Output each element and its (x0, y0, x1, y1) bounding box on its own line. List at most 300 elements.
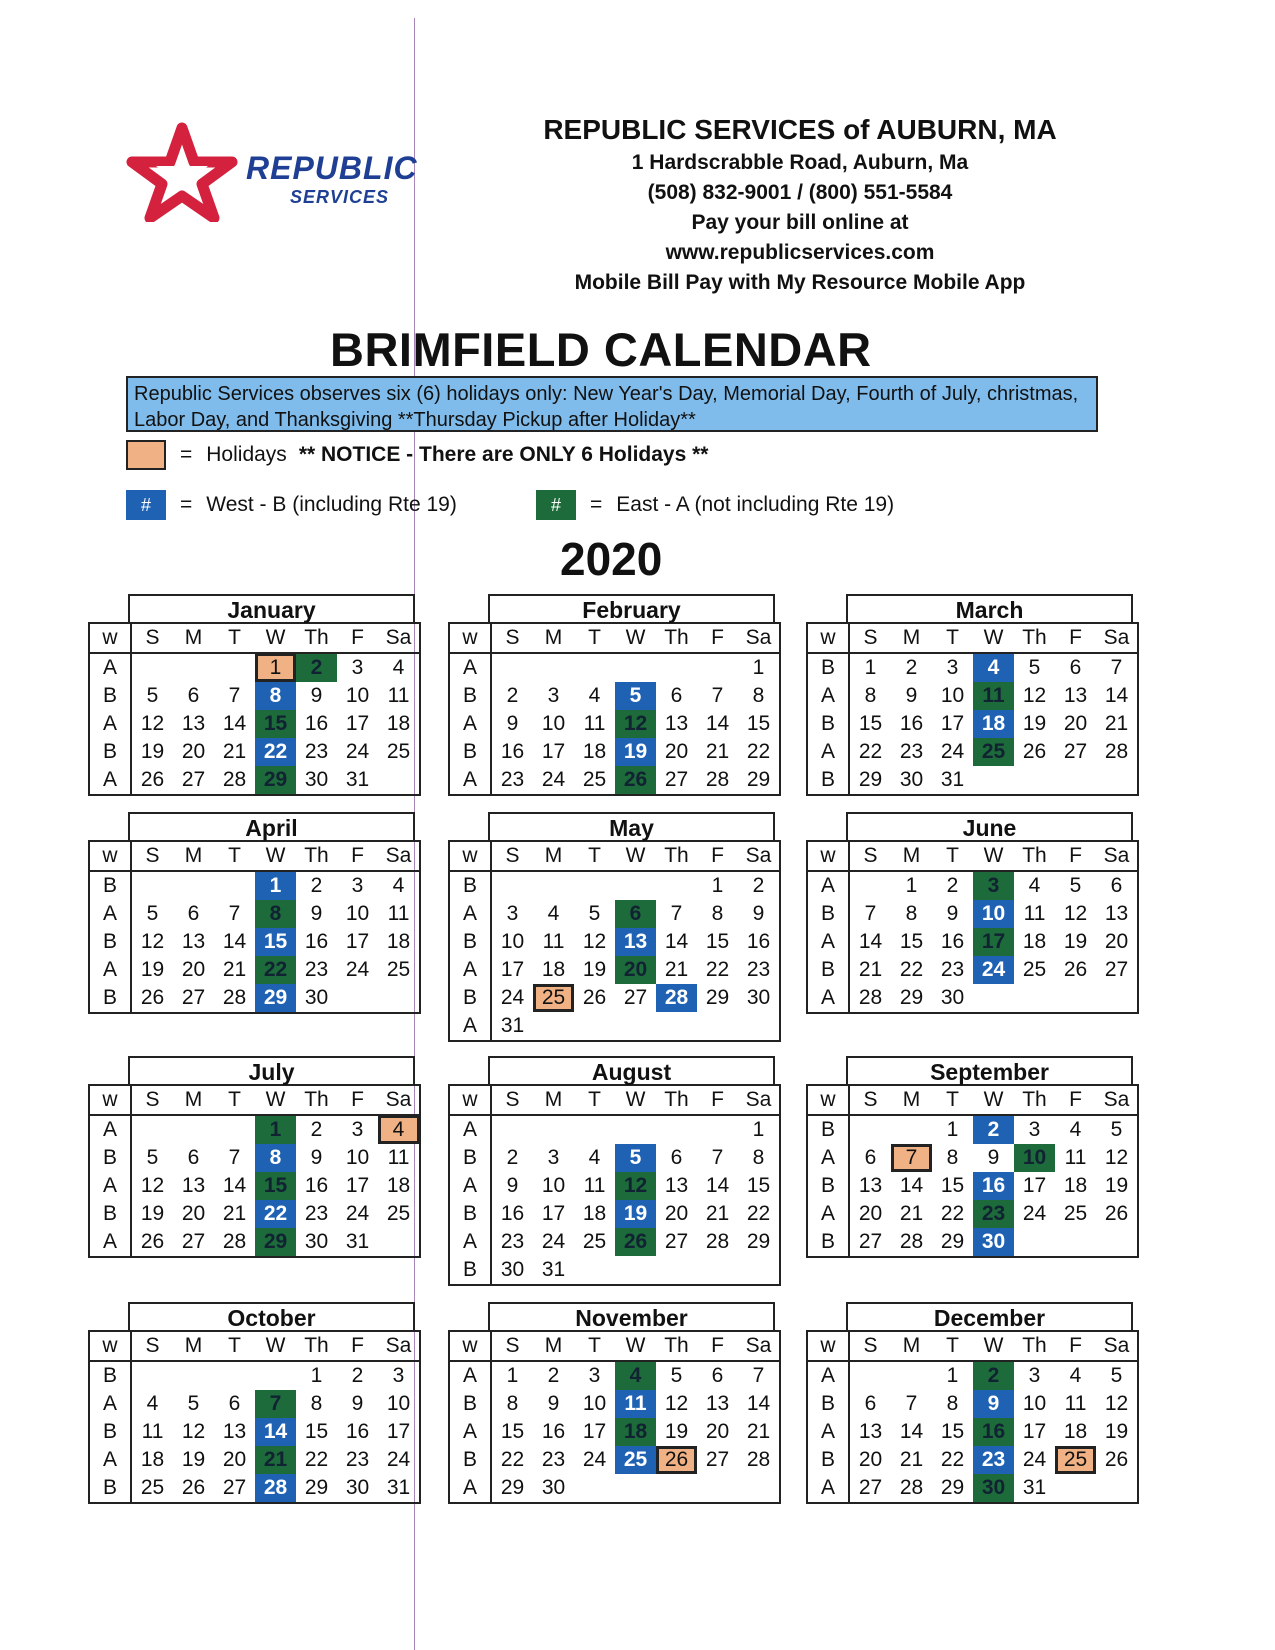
day-cell: 18 (386, 1174, 411, 1197)
weekday-header: M (533, 623, 574, 653)
day-cell: 4 (588, 1146, 601, 1169)
month-table (448, 622, 781, 796)
legend-equals: = (590, 493, 603, 516)
weekday-header: w (89, 1085, 131, 1115)
day-cell: 2 (973, 1115, 1014, 1144)
day-cell: 6 (615, 900, 656, 928)
day-cell (1014, 1228, 1055, 1257)
day-cell: 29 (746, 768, 771, 791)
day-cell: 27 (623, 986, 648, 1009)
day-cell (1055, 1228, 1096, 1257)
week-zone-label: A (807, 1361, 849, 1390)
day-cell: 27 (858, 1476, 883, 1499)
day-cell: 19 (181, 1448, 206, 1471)
weekday-header: S (131, 1085, 173, 1115)
day-cell: 1 (711, 874, 724, 897)
day-cell: 4 (146, 1392, 159, 1415)
week-row (449, 928, 780, 956)
day-cell: 12 (1022, 684, 1047, 707)
day-cell: 21 (664, 958, 689, 981)
month-title: February (488, 594, 775, 622)
week-zone-label: B (89, 984, 131, 1013)
day-cell (214, 1361, 255, 1390)
day-cell: 24 (345, 740, 370, 763)
day-cell: 17 (1022, 1174, 1047, 1197)
day-cell: 17 (582, 1420, 607, 1443)
week-row (807, 928, 1138, 956)
day-cell: 23 (541, 1448, 566, 1471)
week-row (807, 1200, 1138, 1228)
day-cell: 22 (858, 740, 883, 763)
day-cell: 7 (228, 684, 241, 707)
week-zone-label: A (449, 1172, 491, 1200)
day-cell: 27 (705, 1448, 730, 1471)
week-row (89, 956, 420, 984)
week-zone-label: A (807, 738, 849, 766)
day-cell (337, 984, 378, 1013)
weekday-header: Th (296, 1331, 337, 1361)
weekday-header: W (615, 1085, 656, 1115)
day-cell: 7 (228, 902, 241, 925)
day-cell (1055, 766, 1096, 795)
weekday-header: w (449, 1331, 491, 1361)
day-cell: 3 (351, 656, 364, 679)
month-title: December (846, 1302, 1133, 1330)
day-cell: 28 (899, 1230, 924, 1253)
day-cell: 20 (705, 1420, 730, 1443)
day-cell: 15 (255, 928, 296, 956)
day-cell: 21 (705, 1202, 730, 1225)
weekday-header: Sa (1096, 1331, 1138, 1361)
day-cell: 21 (1104, 712, 1129, 735)
day-cell: 27 (664, 1230, 689, 1253)
day-cell: 6 (864, 1146, 877, 1169)
day-cell: 22 (940, 1202, 965, 1225)
week-zone-label: A (449, 1361, 491, 1390)
logo-word: REPUBLIC (246, 150, 418, 186)
weekday-header: M (533, 1085, 574, 1115)
day-cell: 23 (304, 958, 329, 981)
day-cell: 16 (500, 1202, 525, 1225)
day-cell: 8 (255, 1144, 296, 1172)
day-cell: 15 (304, 1420, 329, 1443)
week-row (807, 1228, 1138, 1257)
day-cell (656, 871, 697, 900)
week-zone-label: A (89, 653, 131, 682)
weekday-header: T (214, 841, 255, 871)
day-cell: 8 (711, 902, 724, 925)
day-cell: 21 (899, 1202, 924, 1225)
day-cell: 17 (345, 1174, 370, 1197)
month-title: August (488, 1056, 775, 1084)
day-cell (378, 984, 420, 1013)
day-cell: 29 (899, 986, 924, 1009)
day-cell (738, 1012, 780, 1041)
day-cell: 26 (140, 1230, 165, 1253)
week-zone-label: A (449, 653, 491, 682)
day-cell: 16 (345, 1420, 370, 1443)
week-row (807, 1115, 1138, 1144)
weekday-header: Sa (738, 841, 780, 871)
day-cell: 21 (705, 740, 730, 763)
day-cell: 26 (1022, 740, 1047, 763)
day-cell: 14 (899, 1174, 924, 1197)
weekday-header: F (697, 623, 738, 653)
day-cell: 4 (392, 656, 405, 679)
month-table (88, 622, 421, 796)
day-cell: 9 (987, 1146, 1000, 1169)
day-cell (849, 871, 891, 900)
day-cell: 28 (705, 768, 730, 791)
day-cell (1014, 766, 1055, 795)
weekday-header: S (849, 841, 891, 871)
weekday-header: W (255, 841, 296, 871)
day-cell: 18 (140, 1448, 165, 1471)
day-cell: 29 (255, 984, 296, 1013)
week-zone-label: A (89, 766, 131, 795)
day-cell: 5 (1110, 1364, 1123, 1387)
day-cell: 20 (1063, 712, 1088, 735)
weekday-header: S (849, 1331, 891, 1361)
day-cell: 5 (1110, 1118, 1123, 1141)
day-cell: 28 (222, 768, 247, 791)
day-cell: 10 (345, 902, 370, 925)
day-cell: 10 (582, 1392, 607, 1415)
day-cell: 24 (582, 1448, 607, 1471)
weekday-header: M (891, 841, 932, 871)
week-zone-label: A (449, 1418, 491, 1446)
day-cell: 22 (940, 1448, 965, 1471)
month-august (448, 1056, 775, 1286)
day-cell: 11 (1064, 1146, 1087, 1169)
month-table (88, 1084, 421, 1258)
day-cell: 9 (752, 902, 765, 925)
day-cell: 24 (1022, 1448, 1047, 1471)
week-zone-label: A (89, 1228, 131, 1257)
week-row (449, 1115, 780, 1144)
day-cell: 24 (541, 768, 566, 791)
day-cell: 6 (187, 684, 200, 707)
day-cell (574, 1115, 615, 1144)
weekday-header: T (932, 841, 973, 871)
day-cell: 23 (746, 958, 771, 981)
day-cell: 8 (946, 1392, 959, 1415)
week-zone-label: B (449, 928, 491, 956)
day-cell: 9 (905, 684, 918, 707)
week-zone-label: B (449, 1256, 491, 1285)
day-cell (214, 1115, 255, 1144)
day-cell: 3 (588, 1364, 601, 1387)
week-zone-label: A (89, 1390, 131, 1418)
day-cell: 13 (1104, 902, 1129, 925)
day-cell: 20 (858, 1202, 883, 1225)
week-row (89, 900, 420, 928)
day-cell: 10 (940, 684, 965, 707)
weekday-header: W (255, 623, 296, 653)
day-cell (491, 653, 533, 682)
day-cell (1055, 1474, 1096, 1503)
week-row (89, 1228, 420, 1257)
day-cell: 22 (746, 740, 771, 763)
weekday-header: W (615, 841, 656, 871)
day-cell: 8 (255, 682, 296, 710)
day-cell: 9 (310, 1146, 323, 1169)
month-table (448, 840, 781, 1042)
legend-holidays (126, 440, 708, 470)
week-row (807, 653, 1138, 682)
day-cell: 29 (940, 1476, 965, 1499)
week-zone-label: B (89, 682, 131, 710)
day-cell: 1 (752, 656, 765, 679)
week-row (807, 738, 1138, 766)
weekday-header: Sa (378, 623, 420, 653)
day-cell (615, 1012, 656, 1041)
month-january (88, 594, 415, 796)
week-row (449, 900, 780, 928)
day-cell: 4 (615, 1361, 656, 1390)
republic-services-logo (122, 122, 452, 232)
week-row (807, 710, 1138, 738)
day-cell: 8 (946, 1146, 959, 1169)
day-cell: 12 (1104, 1146, 1129, 1169)
day-cell: 19 (140, 958, 165, 981)
day-cell: 3 (973, 871, 1014, 900)
day-cell: 15 (255, 710, 296, 738)
day-cell: 6 (711, 1364, 724, 1387)
day-cell: 7 (1110, 656, 1123, 679)
week-row (449, 738, 780, 766)
day-cell: 18 (1063, 1420, 1088, 1443)
day-cell: 15 (899, 930, 924, 953)
day-cell: 25 (582, 768, 607, 791)
day-cell: 18 (582, 1202, 607, 1225)
day-cell (1014, 984, 1055, 1013)
weekday-header: Th (656, 1331, 697, 1361)
day-cell (891, 1361, 932, 1390)
day-cell (131, 1361, 173, 1390)
day-cell: 1 (255, 1115, 296, 1144)
month-title: June (846, 812, 1133, 840)
day-cell: 18 (1022, 930, 1047, 953)
day-cell: 5 (146, 1146, 159, 1169)
week-zone-label: B (449, 871, 491, 900)
day-cell: 28 (746, 1448, 771, 1471)
day-cell: 8 (506, 1392, 519, 1415)
weekday-header: Th (296, 1085, 337, 1115)
day-cell: 9 (506, 1174, 519, 1197)
day-cell: 3 (946, 656, 959, 679)
weekday-header: w (449, 1085, 491, 1115)
day-cell: 16 (973, 1172, 1014, 1200)
weekday-header: M (533, 1331, 574, 1361)
day-cell: 7 (711, 1146, 724, 1169)
day-cell: 1 (946, 1118, 959, 1141)
month-table (448, 1084, 781, 1286)
week-zone-label: B (449, 1390, 491, 1418)
day-cell: 13 (664, 1174, 689, 1197)
day-cell: 14 (746, 1392, 771, 1415)
weekday-header: Sa (1096, 623, 1138, 653)
weekday-header: w (807, 623, 849, 653)
weekday-header: W (973, 841, 1014, 871)
day-cell: 23 (940, 958, 965, 981)
day-cell: 25 (140, 1476, 165, 1499)
weekday-header: S (849, 1085, 891, 1115)
day-cell (615, 1115, 656, 1144)
weekday-header-row (89, 1085, 420, 1115)
west-swatch: # (126, 490, 166, 520)
pay-line: Pay your bill online at (691, 211, 909, 234)
east-label: East - A (not including Rte 19) (616, 493, 895, 516)
day-cell: 20 (664, 1202, 689, 1225)
day-cell: 14 (705, 712, 730, 735)
day-cell (255, 1361, 296, 1390)
day-cell (849, 1115, 891, 1144)
company-title: REPUBLIC SERVICES of AUBURN, MA (543, 114, 1057, 145)
day-cell: 7 (864, 902, 877, 925)
weekday-header: F (697, 1085, 738, 1115)
weekday-header-row (807, 623, 1138, 653)
week-zone-label: B (807, 956, 849, 984)
month-february (448, 594, 775, 796)
day-cell: 9 (310, 902, 323, 925)
day-cell: 3 (1028, 1364, 1041, 1387)
week-row (807, 984, 1138, 1013)
month-october (88, 1302, 415, 1504)
day-cell: 17 (386, 1420, 411, 1443)
day-cell: 11 (583, 712, 606, 735)
day-cell (697, 1115, 738, 1144)
day-cell (697, 1256, 738, 1285)
day-cell: 1 (255, 871, 296, 900)
day-cell: 28 (705, 1230, 730, 1253)
weekday-header: W (973, 1085, 1014, 1115)
day-cell: 2 (547, 1364, 560, 1387)
day-cell: 30 (746, 986, 771, 1009)
week-zone-label: B (449, 1144, 491, 1172)
day-cell: 12 (181, 1420, 206, 1443)
west-label: West - B (including Rte 19) (206, 493, 457, 516)
week-zone-label: A (807, 1144, 849, 1172)
day-cell: 9 (351, 1392, 364, 1415)
day-cell (214, 871, 255, 900)
month-title: January (128, 594, 415, 622)
day-cell: 24 (345, 958, 370, 981)
day-cell: 6 (228, 1392, 241, 1415)
day-cell: 29 (705, 986, 730, 1009)
weekday-header: F (1055, 623, 1096, 653)
legend-equals: = (180, 493, 193, 516)
day-cell: 11 (387, 902, 410, 925)
day-cell: 6 (1069, 656, 1082, 679)
day-cell: 30 (973, 1474, 1014, 1503)
day-cell: 13 (858, 1174, 883, 1197)
day-cell: 3 (351, 1118, 364, 1141)
day-cell: 25 (1055, 1446, 1096, 1474)
day-cell: 6 (670, 684, 683, 707)
day-cell: 5 (1069, 874, 1082, 897)
day-cell: 24 (1022, 1202, 1047, 1225)
weekday-header: T (574, 841, 615, 871)
week-row (89, 928, 420, 956)
weekday-header-row (449, 623, 780, 653)
day-cell: 9 (506, 712, 519, 735)
day-cell: 3 (392, 1364, 405, 1387)
day-cell: 4 (392, 874, 405, 897)
week-row (807, 1144, 1138, 1172)
day-cell: 1 (946, 1364, 959, 1387)
day-cell: 5 (187, 1392, 200, 1415)
day-cell: 8 (310, 1392, 323, 1415)
weekday-header: F (337, 841, 378, 871)
day-cell: 23 (500, 768, 525, 791)
week-row (449, 1144, 780, 1172)
holiday-notice: Republic Services observes six (6) holidays only: New Year's Day, Memorial Day, Fourth of July, christmas, Labor Day, and Thanksgiving **Thursday Pickup after Holiday** (126, 376, 1098, 432)
day-cell (131, 871, 173, 900)
weekday-header: T (574, 1085, 615, 1115)
week-row (449, 1474, 780, 1503)
day-cell (533, 1115, 574, 1144)
week-zone-label: B (89, 1418, 131, 1446)
weekday-header: w (89, 1331, 131, 1361)
logo-sub: SERVICES (290, 187, 390, 207)
weekday-header: F (697, 1331, 738, 1361)
day-cell: 23 (345, 1448, 370, 1471)
day-cell: 10 (345, 1146, 370, 1169)
week-row (807, 1474, 1138, 1503)
week-zone-label: B (807, 710, 849, 738)
day-cell: 22 (500, 1448, 525, 1471)
day-cell: 13 (1063, 684, 1088, 707)
week-zone-label: B (807, 766, 849, 795)
day-cell (378, 1228, 420, 1257)
day-cell: 19 (1104, 1174, 1129, 1197)
day-cell: 16 (541, 1420, 566, 1443)
day-cell: 27 (1063, 740, 1088, 763)
week-zone-label: A (449, 1228, 491, 1256)
weekday-header: F (697, 841, 738, 871)
day-cell: 31 (386, 1476, 411, 1499)
weekday-header: W (973, 623, 1014, 653)
day-cell: 30 (940, 986, 965, 1009)
month-june (806, 812, 1133, 1014)
day-cell: 31 (940, 768, 965, 791)
day-cell: 18 (582, 740, 607, 763)
day-cell: 2 (752, 874, 765, 897)
week-zone-label: A (807, 871, 849, 900)
day-cell: 26 (615, 766, 656, 795)
day-cell: 15 (858, 712, 883, 735)
day-cell (533, 653, 574, 682)
week-zone-label: A (89, 956, 131, 984)
day-cell: 20 (858, 1448, 883, 1471)
day-cell: 10 (541, 1174, 566, 1197)
website: www.republicservices.com (665, 241, 935, 264)
day-cell: 21 (222, 958, 247, 981)
day-cell: 25 (973, 738, 1014, 766)
day-cell: 19 (1104, 1420, 1129, 1443)
weekday-header: M (173, 841, 214, 871)
company-phone: (508) 832-9001 / (800) 551-5584 (647, 181, 953, 204)
week-row (89, 738, 420, 766)
day-cell: 15 (940, 1420, 965, 1443)
weekday-header: Sa (738, 1331, 780, 1361)
week-zone-label: A (807, 1474, 849, 1503)
week-zone-label: A (807, 1200, 849, 1228)
day-cell: 29 (858, 768, 883, 791)
week-row (449, 956, 780, 984)
day-cell: 24 (940, 740, 965, 763)
